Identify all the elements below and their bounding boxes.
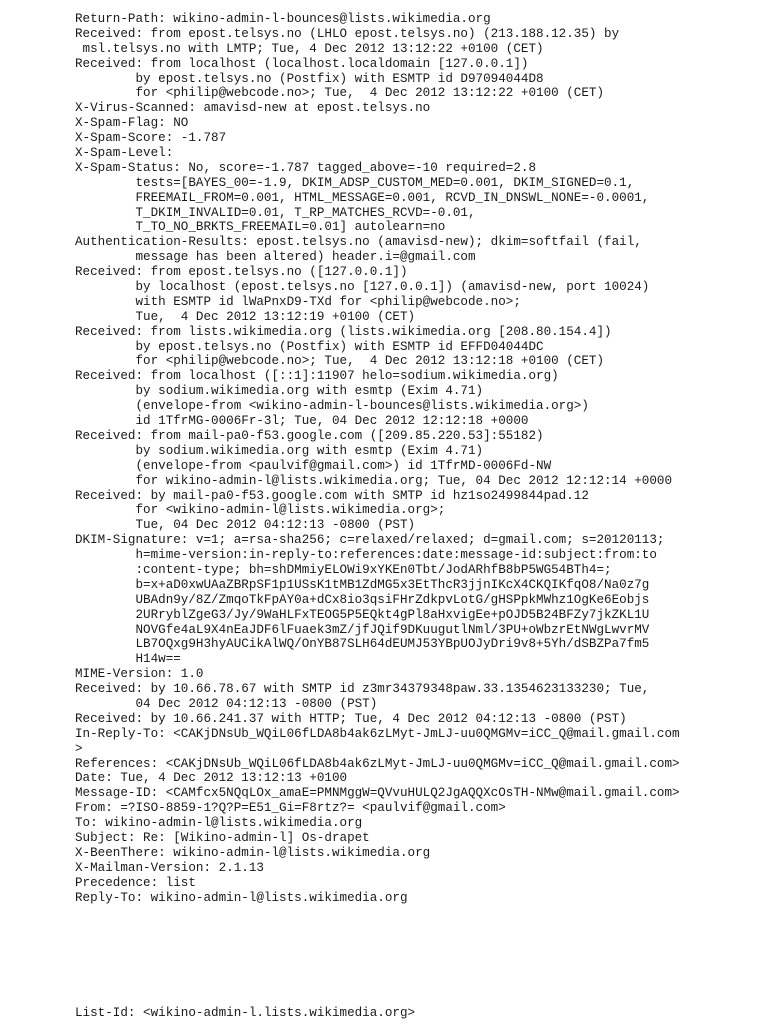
header-line: for <wikino-admin-l@lists.wikimedia.org>; [75, 503, 446, 518]
header-line: Reply-To: wikino-admin-l@lists.wikimedia.org [75, 890, 408, 905]
header-line: 2URryblZgeG3/Jy/9WaHLFxTEOG5P5EQkt4gPl8aHxvigEe+pOJD5B24BFZy7jkZKL1U [75, 607, 650, 622]
header-line: Received: by mail-pa0-f53.google.com with SMTP id hz1so2499844pad.12 [75, 488, 589, 503]
header-line: Received: from epost.telsys.no (LHLO epost.telsys.no) (213.188.12.35) by [75, 26, 620, 41]
header-line: for wikino-admin-l@lists.wikimedia.org; Tue, 04 Dec 2012 12:12:14 +0000 [75, 473, 673, 488]
header-line: Received: from epost.telsys.no ([127.0.0.1]) [75, 265, 408, 280]
header-line: message has been altered) header.i=@gmail.com [75, 250, 476, 265]
header-line: Received: by 10.66.241.37 with HTTP; Tue, 4 Dec 2012 04:12:13 -0800 (PST) [75, 711, 627, 726]
header-line: UBAdn9y/8Z/ZmqoTkFpAY0a+dCx8io3qsiFHrZdkpvLotG/gHSPpkMWhz1OgKe6Eobjs [75, 592, 650, 607]
header-line: by sodium.wikimedia.org with esmtp (Exim 4.71) [75, 443, 484, 458]
header-line: id 1TfrMG-0006Fr-3l; Tue, 04 Dec 2012 12:12:18 +0000 [75, 414, 529, 429]
header-line: h=mime-version:in-reply-to:references:date:message-id:subject:from:to [75, 548, 657, 563]
header-line: To: wikino-admin-l@lists.wikimedia.org [75, 816, 363, 831]
header-line: In-Reply-To: <CAKjDNsUb_WQiL06fLDA8b4ak6zLMyt-JmLJ-uu0QMGMv=iCC_Q@mail.gmail.com [75, 726, 680, 741]
header-line: (envelope-from <wikino-admin-l-bounces@lists.wikimedia.org>) [75, 399, 589, 414]
header-line: by localhost (epost.telsys.no [127.0.0.1]) (amavisd-new, port 10024) [75, 280, 650, 295]
header-line: Tue, 04 Dec 2012 04:12:13 -0800 (PST) [75, 518, 416, 533]
header-line: References: <CAKjDNsUb_WQiL06fLDA8b4ak6zLMyt-JmLJ-uu0QMGMv=iCC_Q@mail.gmail.com> [75, 756, 680, 771]
header-line: Authentication-Results: epost.telsys.no (amavisd-new); dkim=softfail (fail, [75, 235, 642, 250]
header-line: > [75, 741, 83, 756]
header-line: 04 Dec 2012 04:12:13 -0800 (PST) [75, 696, 378, 711]
header-line: Tue, 4 Dec 2012 13:12:19 +0100 (CET) [75, 309, 416, 324]
header-line: Received: from localhost ([::1]:11907 helo=sodium.wikimedia.org) [75, 369, 559, 384]
header-line: T_DKIM_INVALID=0.01, T_RP_MATCHES_RCVD=-0.01, [75, 205, 476, 220]
email-header-block [75, 12, 764, 905]
header-line: X-Spam-Status: No, score=-1.787 tagged_above=-10 required=2.8 [75, 160, 537, 175]
header-line: Received: from lists.wikimedia.org (lists.wikimedia.org [208.80.154.4]) [75, 324, 612, 339]
header-line: :content-type; bh=shDMmiyELOWi9xYKEn0Tbt/JodARhfB8bP5WG54BTh4=; [75, 562, 612, 577]
header-line: DKIM-Signature: v=1; a=rsa-sha256; c=relaxed/relaxed; d=gmail.com; s=20120113; [75, 533, 665, 548]
header-line: LB7OQxg9H3hyAUCikAlWQ/OnYB87SLH64dEUMJ53YBpUOJyDri9v8+5Yh/dSBZPa7fm5 [75, 637, 650, 652]
header-line: T_TO_NO_BRKTS_FREEMAIL=0.01] autolearn=no [75, 220, 446, 235]
header-line: msl.telsys.no with LMTP; Tue, 4 Dec 2012 13:12:22 +0100 (CET) [75, 41, 544, 56]
header-line: Message-ID: <CAMfcx5NQqLOx_amaE=PMNMggW=QVvuHULQ2JgAQQXcOsTH-NMw@mail.gmail.com> [75, 786, 680, 801]
header-line: H14w== [75, 652, 181, 667]
header-line: Received: from localhost (localhost.localdomain [127.0.0.1]) [75, 56, 529, 71]
header-line: X-Mailman-Version: 2.1.13 [75, 860, 264, 875]
header-line: From: =?ISO-8859-1?Q?P=E51_Gi=F8rtz?= <paulvif@gmail.com> [75, 801, 506, 816]
header-line: Received: by 10.66.78.67 with SMTP id z3mr34379348paw.33.1354623133230; Tue, [75, 682, 650, 697]
header-line: MIME-Version: 1.0 [75, 667, 204, 682]
header-line: by epost.telsys.no (Postfix) with ESMTP id EFFD04044DC [75, 339, 544, 354]
header-line: for <philip@webcode.no>; Tue, 4 Dec 2012 13:12:18 +0100 (CET) [75, 354, 605, 369]
header-line: X-BeenThere: wikino-admin-l@lists.wikimedia.org [75, 845, 431, 860]
header-line: Date: Tue, 4 Dec 2012 13:12:13 +0100 [75, 771, 348, 786]
header-line: b=x+aD0xwUAaZBRpSF1p1USsK1tMB1ZdMG5x3EtThcR3jjnIKcX4CKQIKfqO8/Na0z7g [75, 577, 650, 592]
header-line: (envelope-from <paulvif@gmail.com>) id 1TfrMD-0006Fd-NW [75, 458, 552, 473]
header-line: NOVGfe4aL9X4nEaJDF6lFuaek3mZ/jfJQif9DKuugutlNml/3PU+oWbzrEtNWgLwvrMV [75, 622, 650, 637]
header-line: Subject: Re: [Wikino-admin-l] Os-drapet [75, 830, 370, 845]
list-id-header: List-Id: <wikino-admin-l.lists.wikimedia.org> [75, 1006, 416, 1020]
header-line: X-Spam-Score: -1.787 [75, 131, 227, 146]
header-line: Received: from mail-pa0-f53.google.com ([209.85.220.53]:55182) [75, 428, 544, 443]
header-line: X-Virus-Scanned: amavisd-new at epost.telsys.no [75, 101, 431, 116]
header-line: FREEMAIL_FROM=0.001, HTML_MESSAGE=0.001, RCVD_IN_DNSWL_NONE=-0.0001, [75, 190, 650, 205]
header-line: Precedence: list [75, 875, 196, 890]
header-line: tests=[BAYES_00=-1.9, DKIM_ADSP_CUSTOM_MED=0.001, DKIM_SIGNED=0.1, [75, 175, 635, 190]
header-line: Return-Path: wikino-admin-l-bounces@lists.wikimedia.org [75, 12, 491, 26]
header-line: X-Spam-Flag: NO [75, 116, 189, 131]
header-line: by sodium.wikimedia.org with esmtp (Exim 4.71) [75, 384, 484, 399]
header-line: by epost.telsys.no (Postfix) with ESMTP id D97094044D8 [75, 71, 544, 86]
header-line: X-Spam-Level: [75, 146, 174, 161]
header-line: with ESMTP id lWaPnxD9-TXd for <philip@webcode.no>; [75, 294, 521, 309]
header-line: for <philip@webcode.no>; Tue, 4 Dec 2012 13:12:22 +0100 (CET) [75, 86, 605, 101]
